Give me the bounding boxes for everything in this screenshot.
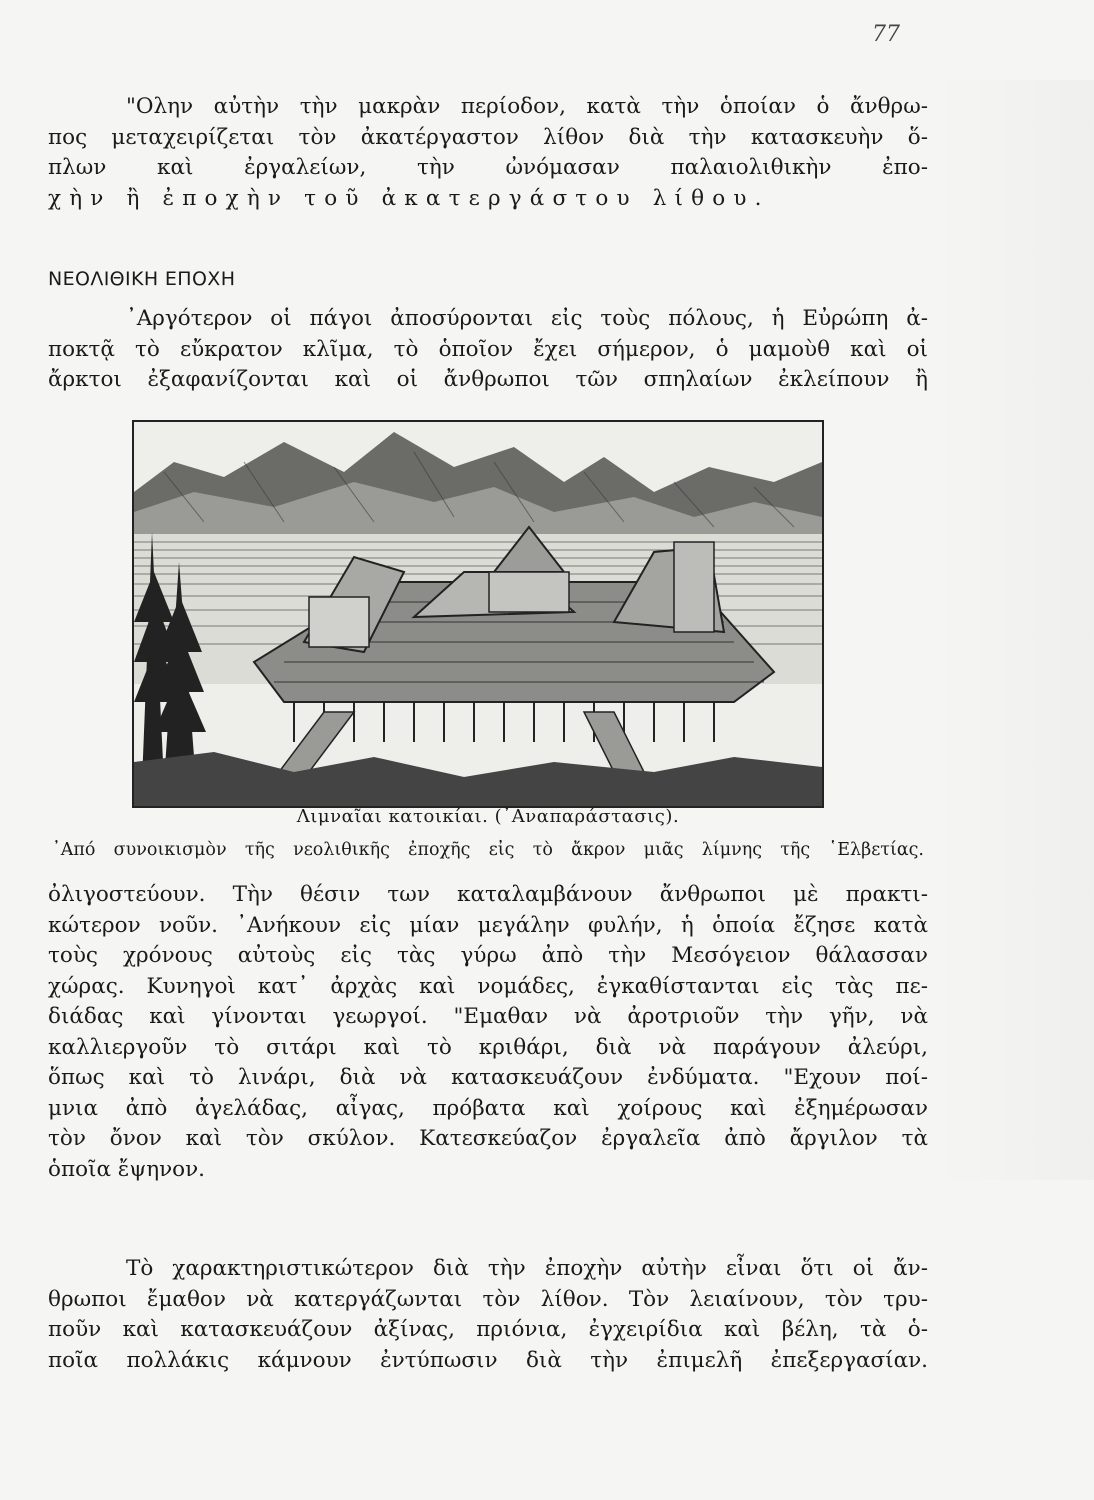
text-line: μνια ἀπὸ ἀγελάδας, αἶγας, πρόβατα καὶ χοίρους καὶ ἐξημέρωσαν [48, 1095, 928, 1121]
hut-right-tower [674, 542, 714, 632]
continuation-paragraph [48, 880, 928, 1185]
text-line: ποκτᾷ τὸ εὔκρατον κλῖμα, τὸ ὁποῖον ἔχει σήμερον, ὁ μαμοὺθ καὶ οἱ [48, 336, 928, 362]
lake-dwellings-illustration [132, 420, 824, 808]
text-line: θρωποι ἔμαθον νὰ κατεργάζωνται τὸν λίθον. Τὸν λειαίνουν, τὸν τρυ- [48, 1286, 928, 1312]
round-hut-wall [489, 572, 569, 612]
text-line: ᾿Αργότερον οἱ πάγοι ἀποσύρονται εἰς τοὺς πόλους, ἡ Εὐρώπη ἀ- [126, 306, 928, 331]
text-line: ὅπως καὶ τὸ λινάρι, διὰ νὰ κατασκευάζουν ἐνδύματα. "Εχουν ποί- [48, 1065, 928, 1090]
text-line: ἄρκτοι ἐξαφανίζονται καὶ οἱ ἄνθρωποι τῶν σπηλαίων ἐκλείπουν ἢ [48, 367, 928, 392]
text-line: χὴν ἢ ἐποχὴν τοῦ ἀκατεργάστου λίθου. [48, 185, 770, 211]
page-number: 77 [872, 22, 900, 47]
closing-paragraph [48, 1254, 928, 1376]
text-line: ποῦν καὶ κατασκευάζουν ἀξίνας, πριόνια, ἐγχειρίδια καὶ βέλη, τὰ ὁ- [48, 1317, 928, 1342]
engraving-drawing [134, 422, 822, 806]
text-line: πος μεταχειρίζεται τὸν ἀκατέργαστον λίθον διὰ τὴν κατασκευὴν ὅ- [48, 124, 928, 150]
text-line: τὸν ὄνον καὶ τὸν σκύλον. Κατεσκεύαζον ἐργαλεῖα ἀπὸ ἄργιλον τὰ [48, 1126, 928, 1151]
hut-left-wall [309, 597, 369, 647]
section-paragraph [48, 304, 928, 396]
bleed-through-shade [934, 80, 1094, 1180]
figure-caption: Λιμναῖαι κατοικίαι. (᾿Αναπαράστασις). [296, 806, 680, 827]
text-line: χώρας. Κυνηγοὶ κατ᾿ ἀρχὰς καὶ νομάδες, ἐγκαθίστανται εἰς τὰς πε- [48, 973, 928, 999]
text-line: διάδας καὶ γίνονται γεωργοί. "Εμαθαν νὰ ἀροτριοῦν τὴν γῆν, νὰ [48, 1004, 928, 1029]
intro-paragraph [48, 92, 928, 214]
text-line: πλων καὶ ἐργαλείων, τὴν ὠνόμασαν παλαιολιθικὴν ἐπο- [48, 155, 928, 180]
figure-description: ᾿Από συνοικισμὸν τῆς νεολιθικῆς ἐποχῆς εἰς τὸ ἄκρον μιᾶς λίμνης τῆς ῾Ελβετίας. [52, 840, 924, 860]
text-line: ὀλιγοστεύουν. Τὴν θέσιν των καταλαμβάνουν ἄνθρωποι μὲ πρακτι- [48, 882, 928, 907]
text-line: Τὸ χαρακτηριστικώτερον διὰ τὴν ἐποχὴν αὐτὴν εἶναι ὅτι οἱ ἄν- [126, 1256, 928, 1281]
text-line: καλλιεργοῦν τὸ σιτάρι καὶ τὸ κριθάρι, διὰ νὰ παράγουν ἀλεύρι, [48, 1034, 928, 1060]
section-heading: ΝΕΟΛΙΘΙΚΗ ΕΠΟΧΗ [48, 268, 236, 290]
text-line: τοὺς χρόνους αὐτοὺς εἰς τὰς γύρω ἀπὸ τὴν Μεσόγειον θάλασσαν [48, 943, 928, 968]
text-line: κώτερον νοῦν. ᾿Ανήκουν εἰς μίαν μεγάλην φυλήν, ἡ ὁποία ἔζησε κατὰ [48, 912, 928, 938]
text-line: ποῖα πολλάκις κάμνουν ἐντύπωσιν διὰ τὴν ἐπιμελῆ ἐπεξεργασίαν. [48, 1347, 928, 1373]
text-line: ὁποῖα ἔψηνον. [48, 1156, 205, 1182]
text-line: "Ολην αὐτὴν τὴν μακρὰν περίοδον, κατὰ τὴν ὁποίαν ὁ ἄνθρω- [126, 94, 928, 119]
